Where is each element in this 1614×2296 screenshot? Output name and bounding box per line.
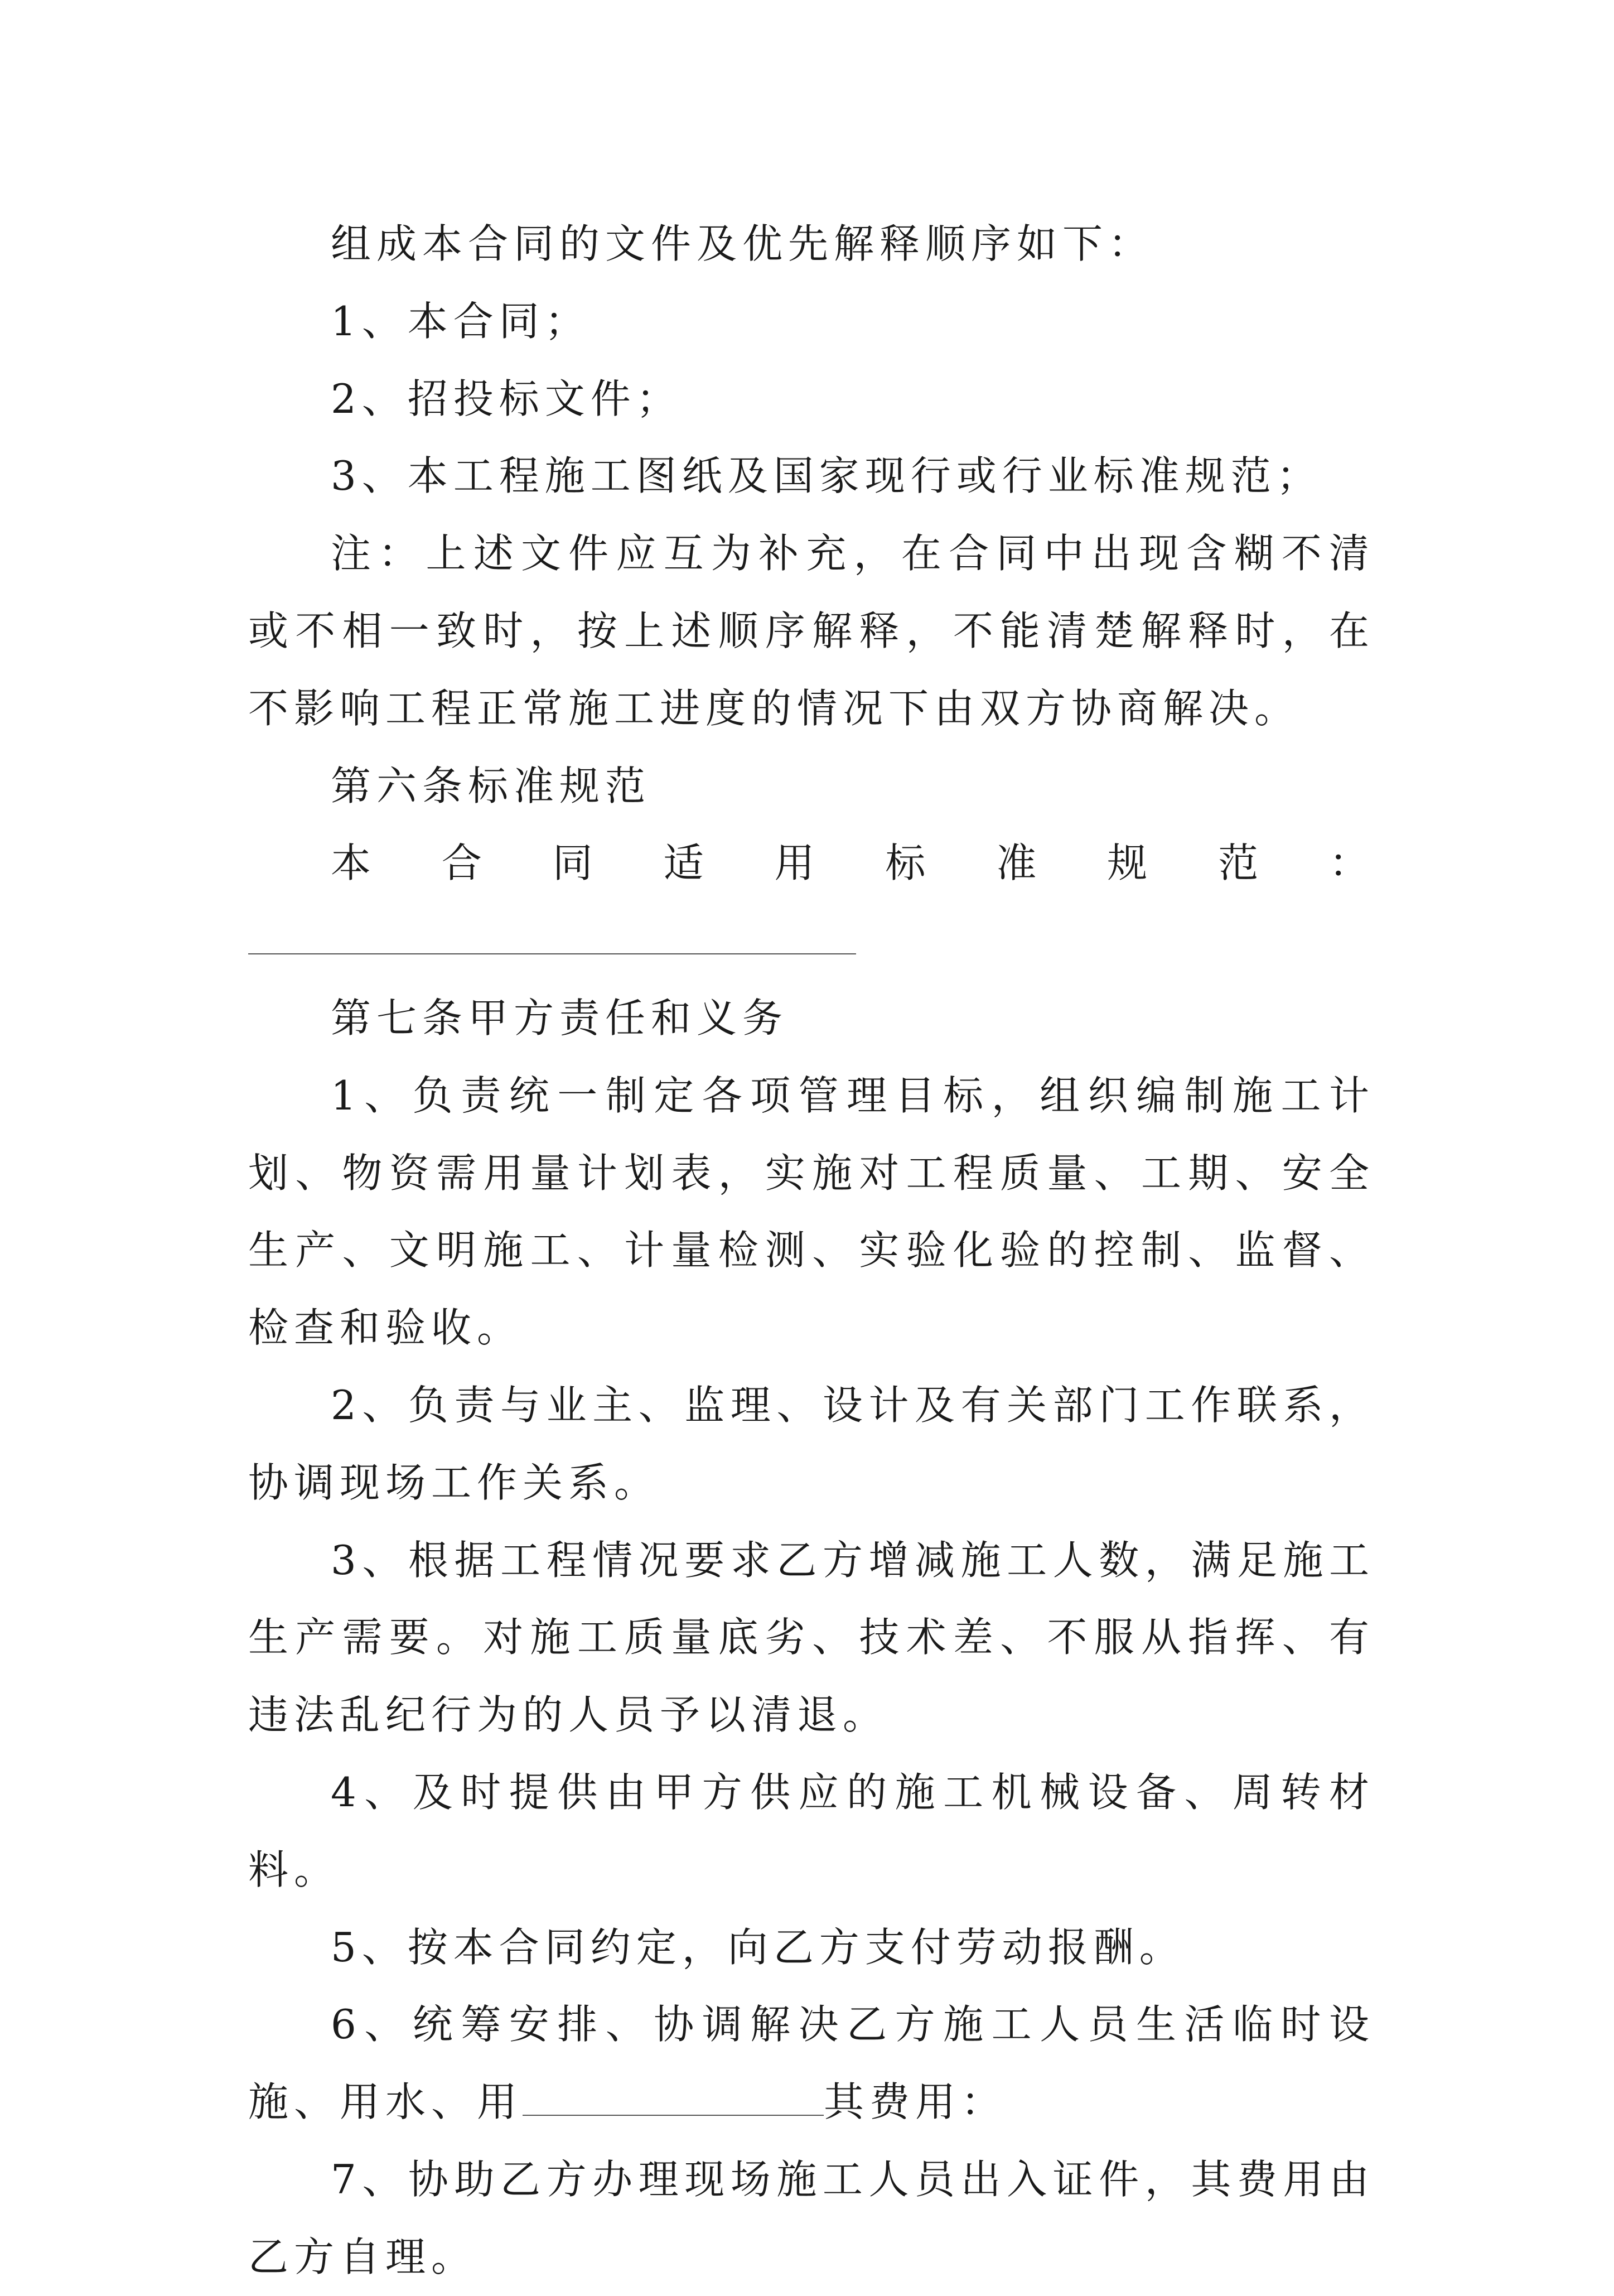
paragraph-document-order: 组成本合同的文件及优先解释顺序如下：: [331, 220, 1154, 267]
paragraph-duty-7: 7、协助乙方办理现场施工人员出入证件，其费用由乙方自理。: [248, 2155, 1375, 2280]
paragraph-duty-5: 5、按本合同约定，向乙方支付劳动报酬。: [331, 1923, 1185, 1971]
paragraph-duty-4: 4、及时提供由甲方供应的施工机械设备、周转材料。: [248, 1768, 1375, 1893]
paragraph-duty-2: 2、负责与业主、监理、设计及有关部门工作联系，协调现场工作关系。: [248, 1381, 1375, 1506]
paragraph-standards: [248, 824, 1375, 980]
paragraph-duty-6: [248, 1986, 1375, 2141]
paragraph-item-3: 3、本工程施工图纸及国家现行或行业标准规范；: [331, 452, 1322, 500]
paragraph-duty-1: 1、负责统一制定各项管理目标，组织编制施工计划、物资需用量计划表，实施对工程质量、工期、安全生产、文明施工、计量检测、实验化验的控制、监督、检查和验收。: [248, 1072, 1375, 1352]
duty-6-after: 其费用：: [824, 2078, 1007, 2126]
paragraph-note: 注：上述文件应互为补充，在合同中出现含糊不清或不相一致时，按上述顺序解释，不能清楚解释时，在不影响工程正常施工进度的情况下由双方协商解决。: [248, 530, 1375, 732]
paragraph-item-1: 1、本合同；: [331, 297, 591, 345]
paragraph-duty-3: 3、根据工程情况要求乙方增减施工人数，满足施工生产需要。对施工质量底劣、技术差、不服从指挥、有违法乱纪行为的人员予以清退。: [248, 1536, 1375, 1739]
standards-blank-line: [248, 921, 856, 954]
heading-article-7: 第七条甲方责任和义务: [331, 994, 789, 1041]
duty-6-before: 6、统筹安排、协调解决乙方施工人员生活临时设施、用水、用: [248, 2001, 1375, 2126]
contract-body: [248, 205, 1375, 2296]
standards-label: 本合同适用标准规范：: [331, 840, 1375, 887]
duty-6-blank-line: [523, 2082, 824, 2116]
paragraph-item-2: 2、招投标文件；: [331, 375, 682, 422]
heading-article-6: 第六条标准规范: [331, 762, 651, 809]
